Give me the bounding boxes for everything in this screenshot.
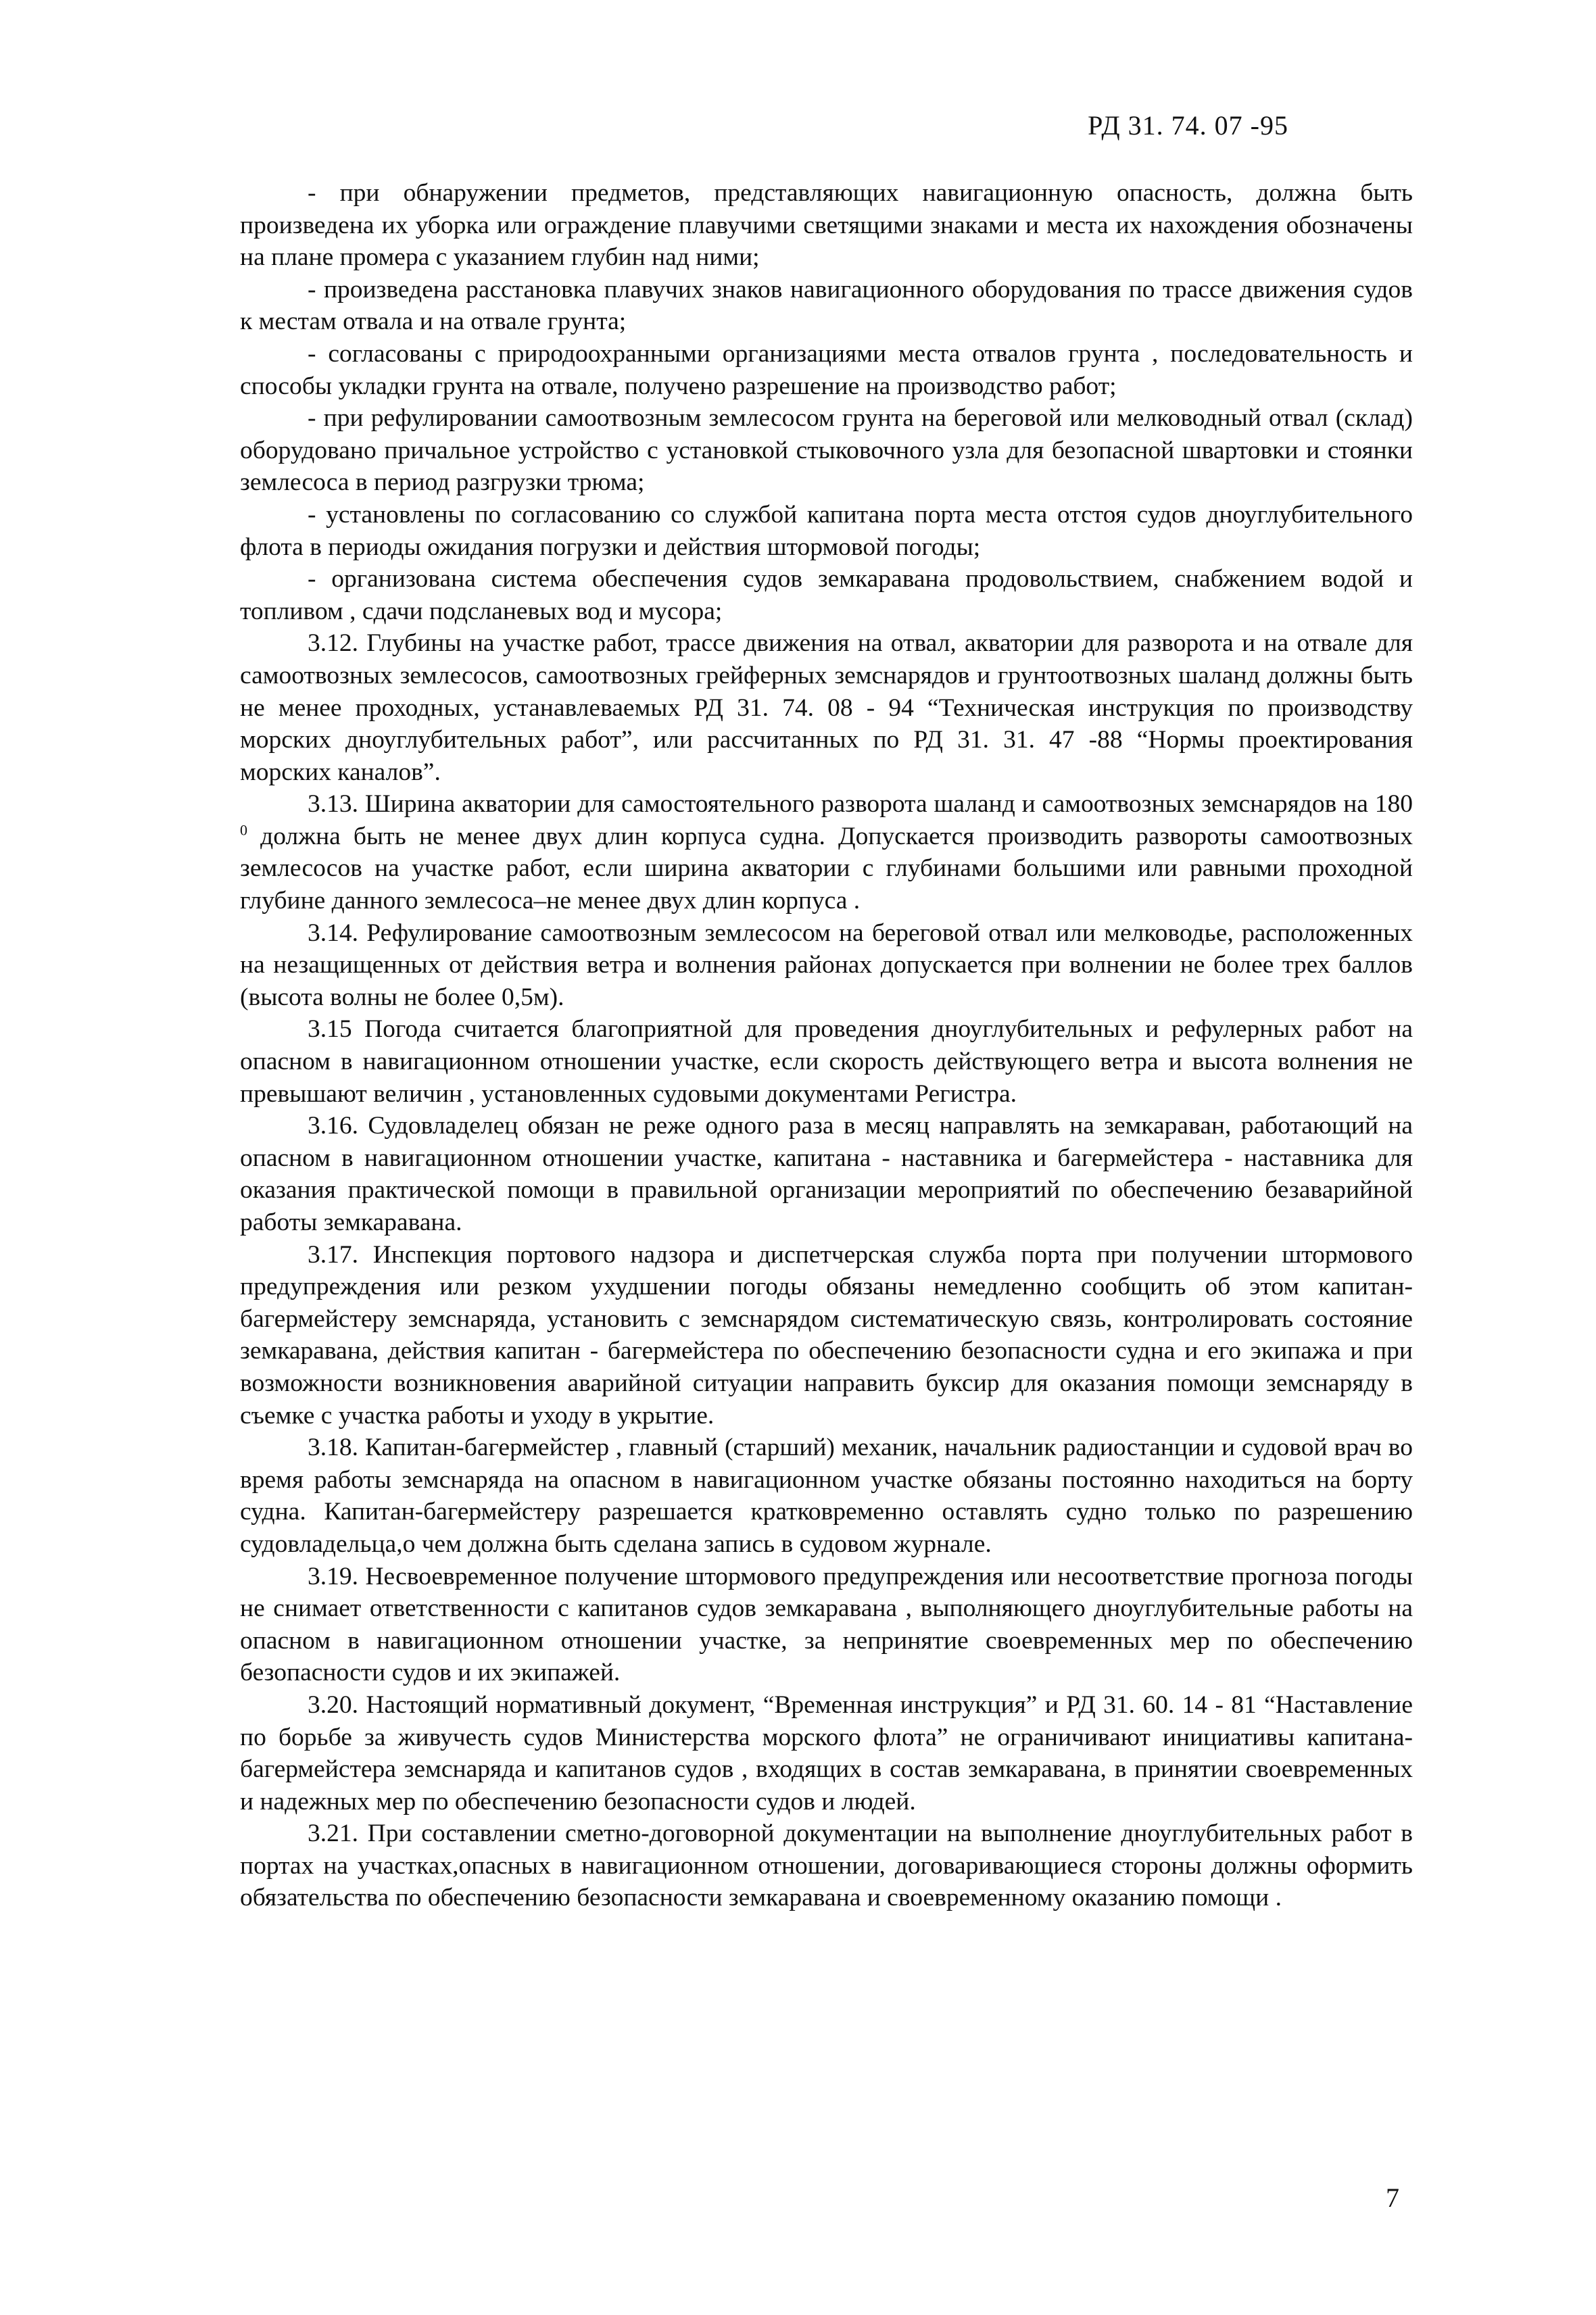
paragraph-3-13-part-2: должна быть не менее двух длин корпуса судна. Допускается производить развороты самоотвозных землесосов на участке работ, если ширина акватории с глубинами большими или равными проходной глубине данного землесоса–не менее двух длин корпуса . (240, 822, 1413, 915)
paragraph-3-13 (240, 788, 1413, 917)
body-text (240, 177, 1413, 1914)
paragraph-3-12: 3.12. Глубины на участке работ, трассе движения на отвал, акватории для разворота и на отвале для самоотвозных землесосов, самоотвозных грейферных земснарядов и грунтоотвозных шаланд должны быть не менее проходных, устанавлеваемых РД 31. 74. 08 - 94 “Техническая инструкция по производству морских дноуглубительных работ”, или рассчитанных по РД 31. 31. 47 -88 “Нормы проектирования морских каналов”. (240, 629, 1413, 786)
paragraph-mooring-device: - при рефулировании самоотвозным землесосом грунта на береговой или мелководный отвал (склад) оборудовано причальное устройство с установкой стыковочного узла для безопасной швартовки и стоянки землесоса в период разгрузки трюма; (240, 404, 1413, 497)
paragraph-3-21: 3.21. При составлении сметно-договорной документации на выполнение дноуглубительных работ в портах на участках,опасных в навигационном отношении, договаривающиеся стороны должны оформить обязательства по обеспечению безопасности земкаравана и своевременному оказанию помощи . (240, 1820, 1413, 1912)
degree-superscript: 0 (240, 821, 247, 839)
paragraph-3-20: 3.20. Настоящий нормативный документ, “Временная инструкция” и РД 31. 60. 14 - 81 “Наставление по борьбе за живучесть судов Министерства морского флота” не ограничивают инициативы капитана- багермейстера земснаряда и капитанов судов , входящих в состав земкаравана, в принятии своевременных и надежных мер по обеспечению безопасности судов и людей. (240, 1690, 1413, 1816)
paragraph-buoy-placement: - произведена расстановка плавучих знаков навигационного оборудования по трассе движения судов к местам отвала и на отвале грунта; (240, 275, 1413, 336)
paragraph-3-18: 3.18. Капитан-багермейстер , главный (старший) механик, начальник радиостанции и судовой врач во время работы земснаряда на опасном в навигационном участке обязаны постоянно находиться на борту судна. Капитан-багермейстеру разрешается кратковременно оставлять судно только по разрешению судовладельца,о чем должна быть сделана запись в судовом журнале. (240, 1434, 1413, 1558)
paragraph-3-13-part-1: 3.13. Ширина акватории для самостоятельного разворота шаланд и самоотвозных земснарядов на 180 (308, 790, 1413, 819)
paragraph-anchorage-sites: - установлены по согласованию со службой капитана порта места отстоя судов дноуглубительного флота в периоды ожидания погрузки и действия штормовой погоды; (240, 500, 1413, 561)
page-number: 7 (1386, 2183, 1399, 2213)
paragraph-3-15: 3.15 Погода считается благоприятной для проведения дноуглубительных и рефулерных работ на опасном в навигационном отношении участке, если скорость действующего ветра и высота волнения не превышают величин , установленных судовыми документами Регистра. (240, 1015, 1413, 1108)
paragraph-environmental-approval: - согласованы с природоохранными организациями места отвалов грунта , последовательность и способы укладки грунта на отвале, получено разрешение на производство работ; (240, 339, 1413, 400)
paragraph-3-17: 3.17. Инспекция портового надзора и диспетчерская служба порта при получении штормового предупреждения или резком ухудшении погоды обязаны немедленно сообщить об этом капитан-багермейстеру земснаряда, установить с земснарядом систематическую связь, контролировать состояние земкаравана, действия капитан - багермейстера по обеспечению безопасности судна и его экипажа и при возможности возникновения аварийной ситуации направить буксир для оказания помощи земснаряду в съемке с участка работы и уходу в укрытие. (240, 1240, 1413, 1430)
document-code: РД 31. 74. 07 -95 (1088, 110, 1288, 141)
paragraph-3-14: 3.14. Рефулирование самоотвозным землесосом на береговой отвал или мелководье, расположенных на незащищенных от действия ветра и волнения районах допускается при волнении не более трех баллов (высота волны не более 0,5м). (240, 919, 1413, 1011)
paragraph-3-19: 3.19. Несвоевременное получение штормового предупреждения или несоответствие прогноза погоды не снимает ответственности с капитанов судов земкаравана , выполняющего дноуглубительные работы на опасном в навигационном отношении участке, за непринятие своевременных мер по обеспечению безопасности судов и их экипажей. (240, 1562, 1413, 1687)
paragraph-hazard-objects: - при обнаружении предметов, представляющих навигационную опасность, должна быть произведена их уборка или ограждение плавучими светящими знаками и места их нахождения обозначены на плане промера с указанием глубин над ними; (240, 179, 1413, 272)
paragraph-3-16: 3.16. Судовладелец обязан не реже одного раза в месяц направлять на земкараван, работающий на опасном в навигационном отношении участке, капитана - наставника и багермейстера - наставника для оказания практической помощи в правильной организации мероприятий по обеспечению безаварийной работы земкаравана. (240, 1112, 1413, 1236)
paragraph-supply-system: - организована система обеспечения судов земкаравана продовольствием, снабжением водой и топливом , сдачи подсланевых вод и мусора; (240, 565, 1413, 625)
